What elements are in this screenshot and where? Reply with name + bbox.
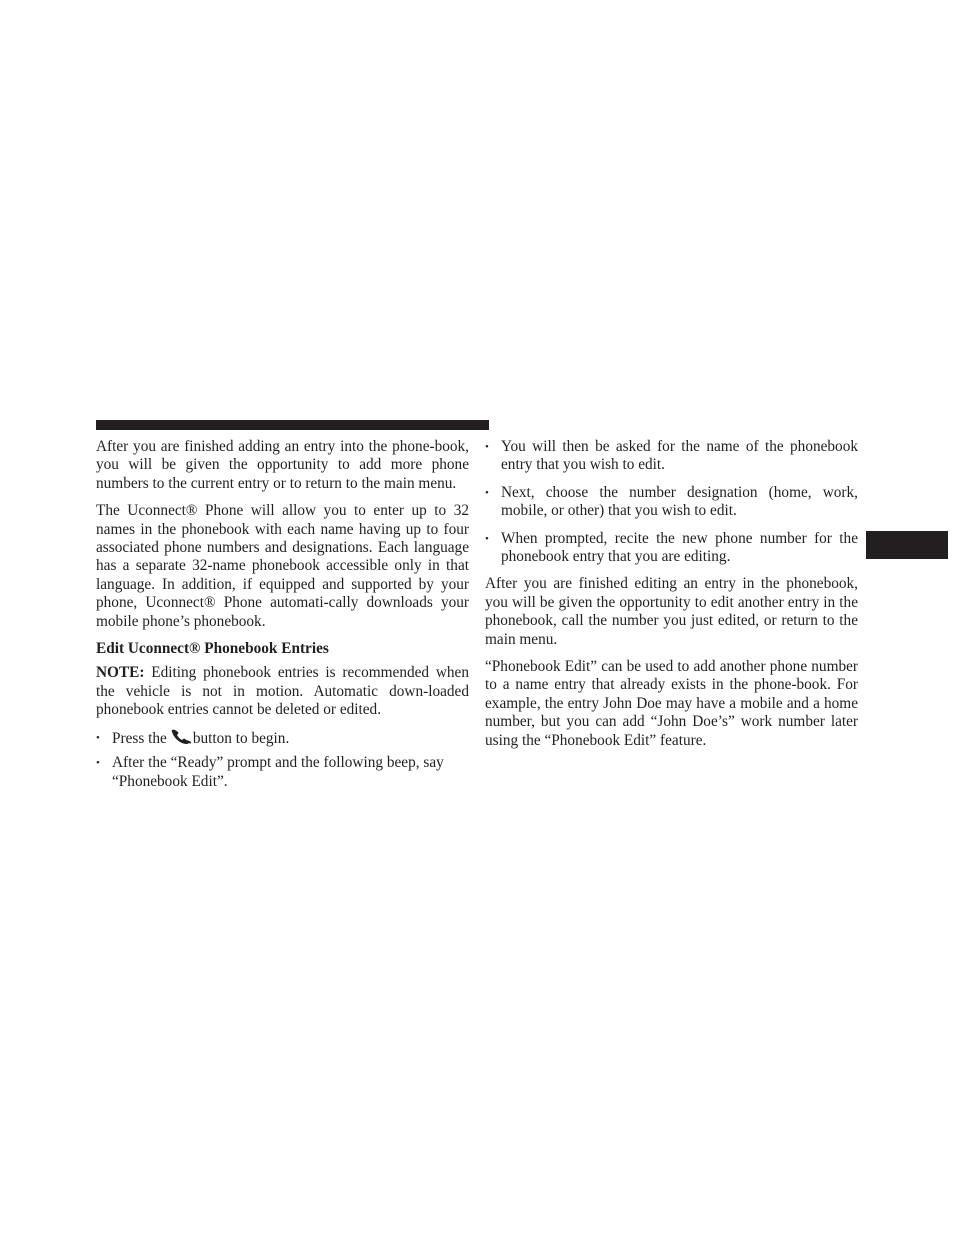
list-item-text: Next, choose the number designation (home, work, mobile, or other) that you wish to edit.	[501, 483, 858, 520]
left-column	[96, 438, 469, 797]
left-bullet-list	[96, 729, 469, 791]
phonebook-capacity-paragraph: The Uconnect® Phone will allow you to enter up to 32 names in the phonebook with each name having up to four associated phone numbers and designations. Each language has a separate 32-name phonebook accessible only in that language. In addition, if equipped and supported by your phone, Uconnect® Phone automati-cally downloads your mobile phone’s phonebook.	[96, 502, 469, 630]
phone-icon	[170, 729, 192, 745]
list-item-text: After the “Ready” prompt and the following beep, say “Phonebook Edit”.	[112, 754, 444, 790]
bullet-mark: •	[96, 757, 100, 770]
list-item	[96, 754, 469, 791]
phonebook-edit-paragraph: “Phonebook Edit” can be used to add another phone number to a name entry that already exists in the phone-book. For example, the entry John Doe may have a mobile and a home number, but you can add “John Doe’s” work number later using the “Phonebook Edit” feature.	[485, 658, 858, 749]
list-item	[485, 530, 858, 567]
note-text: Editing phonebook entries is recommended when the vehicle is not in motion. Automatic down-loaded phonebook entries cannot be deleted or edited.	[96, 664, 469, 719]
press-text-end: button to begin.	[192, 729, 290, 747]
bullet-mark: •	[485, 441, 489, 453]
list-item	[485, 484, 858, 521]
right-column	[485, 438, 858, 759]
right-bullet-list	[485, 438, 858, 566]
after-editing-paragraph: After you are finished editing an entry in the phonebook, you will be given the opportunity to edit another entry in the phonebook, call the number you just edited, or return to the main menu.	[485, 575, 858, 648]
list-item-text: When prompted, recite the new phone number for the phonebook entry that you are editing.	[501, 529, 858, 566]
bullet-mark: •	[96, 731, 100, 744]
intro-paragraph: After you are finished adding an entry into the phone-book, you will be given the opportunity to add more phone numbers to the current entry or to return to the main menu.	[96, 438, 469, 492]
bullet-mark: •	[485, 486, 489, 499]
section-heading: Edit Uconnect® Phonebook Entries	[96, 640, 329, 658]
list-item	[485, 438, 858, 475]
list-item	[96, 729, 469, 748]
press-text: Press the	[112, 729, 167, 747]
list-item-text: You will then be asked for the name of the phonebook entry that you wish to edit.	[501, 438, 858, 474]
section-header-rule	[96, 420, 489, 430]
bullet-mark: •	[485, 532, 489, 545]
chapter-thumb-tab	[866, 531, 948, 559]
note-paragraph	[96, 664, 469, 719]
note-label: NOTE:	[96, 664, 145, 682]
